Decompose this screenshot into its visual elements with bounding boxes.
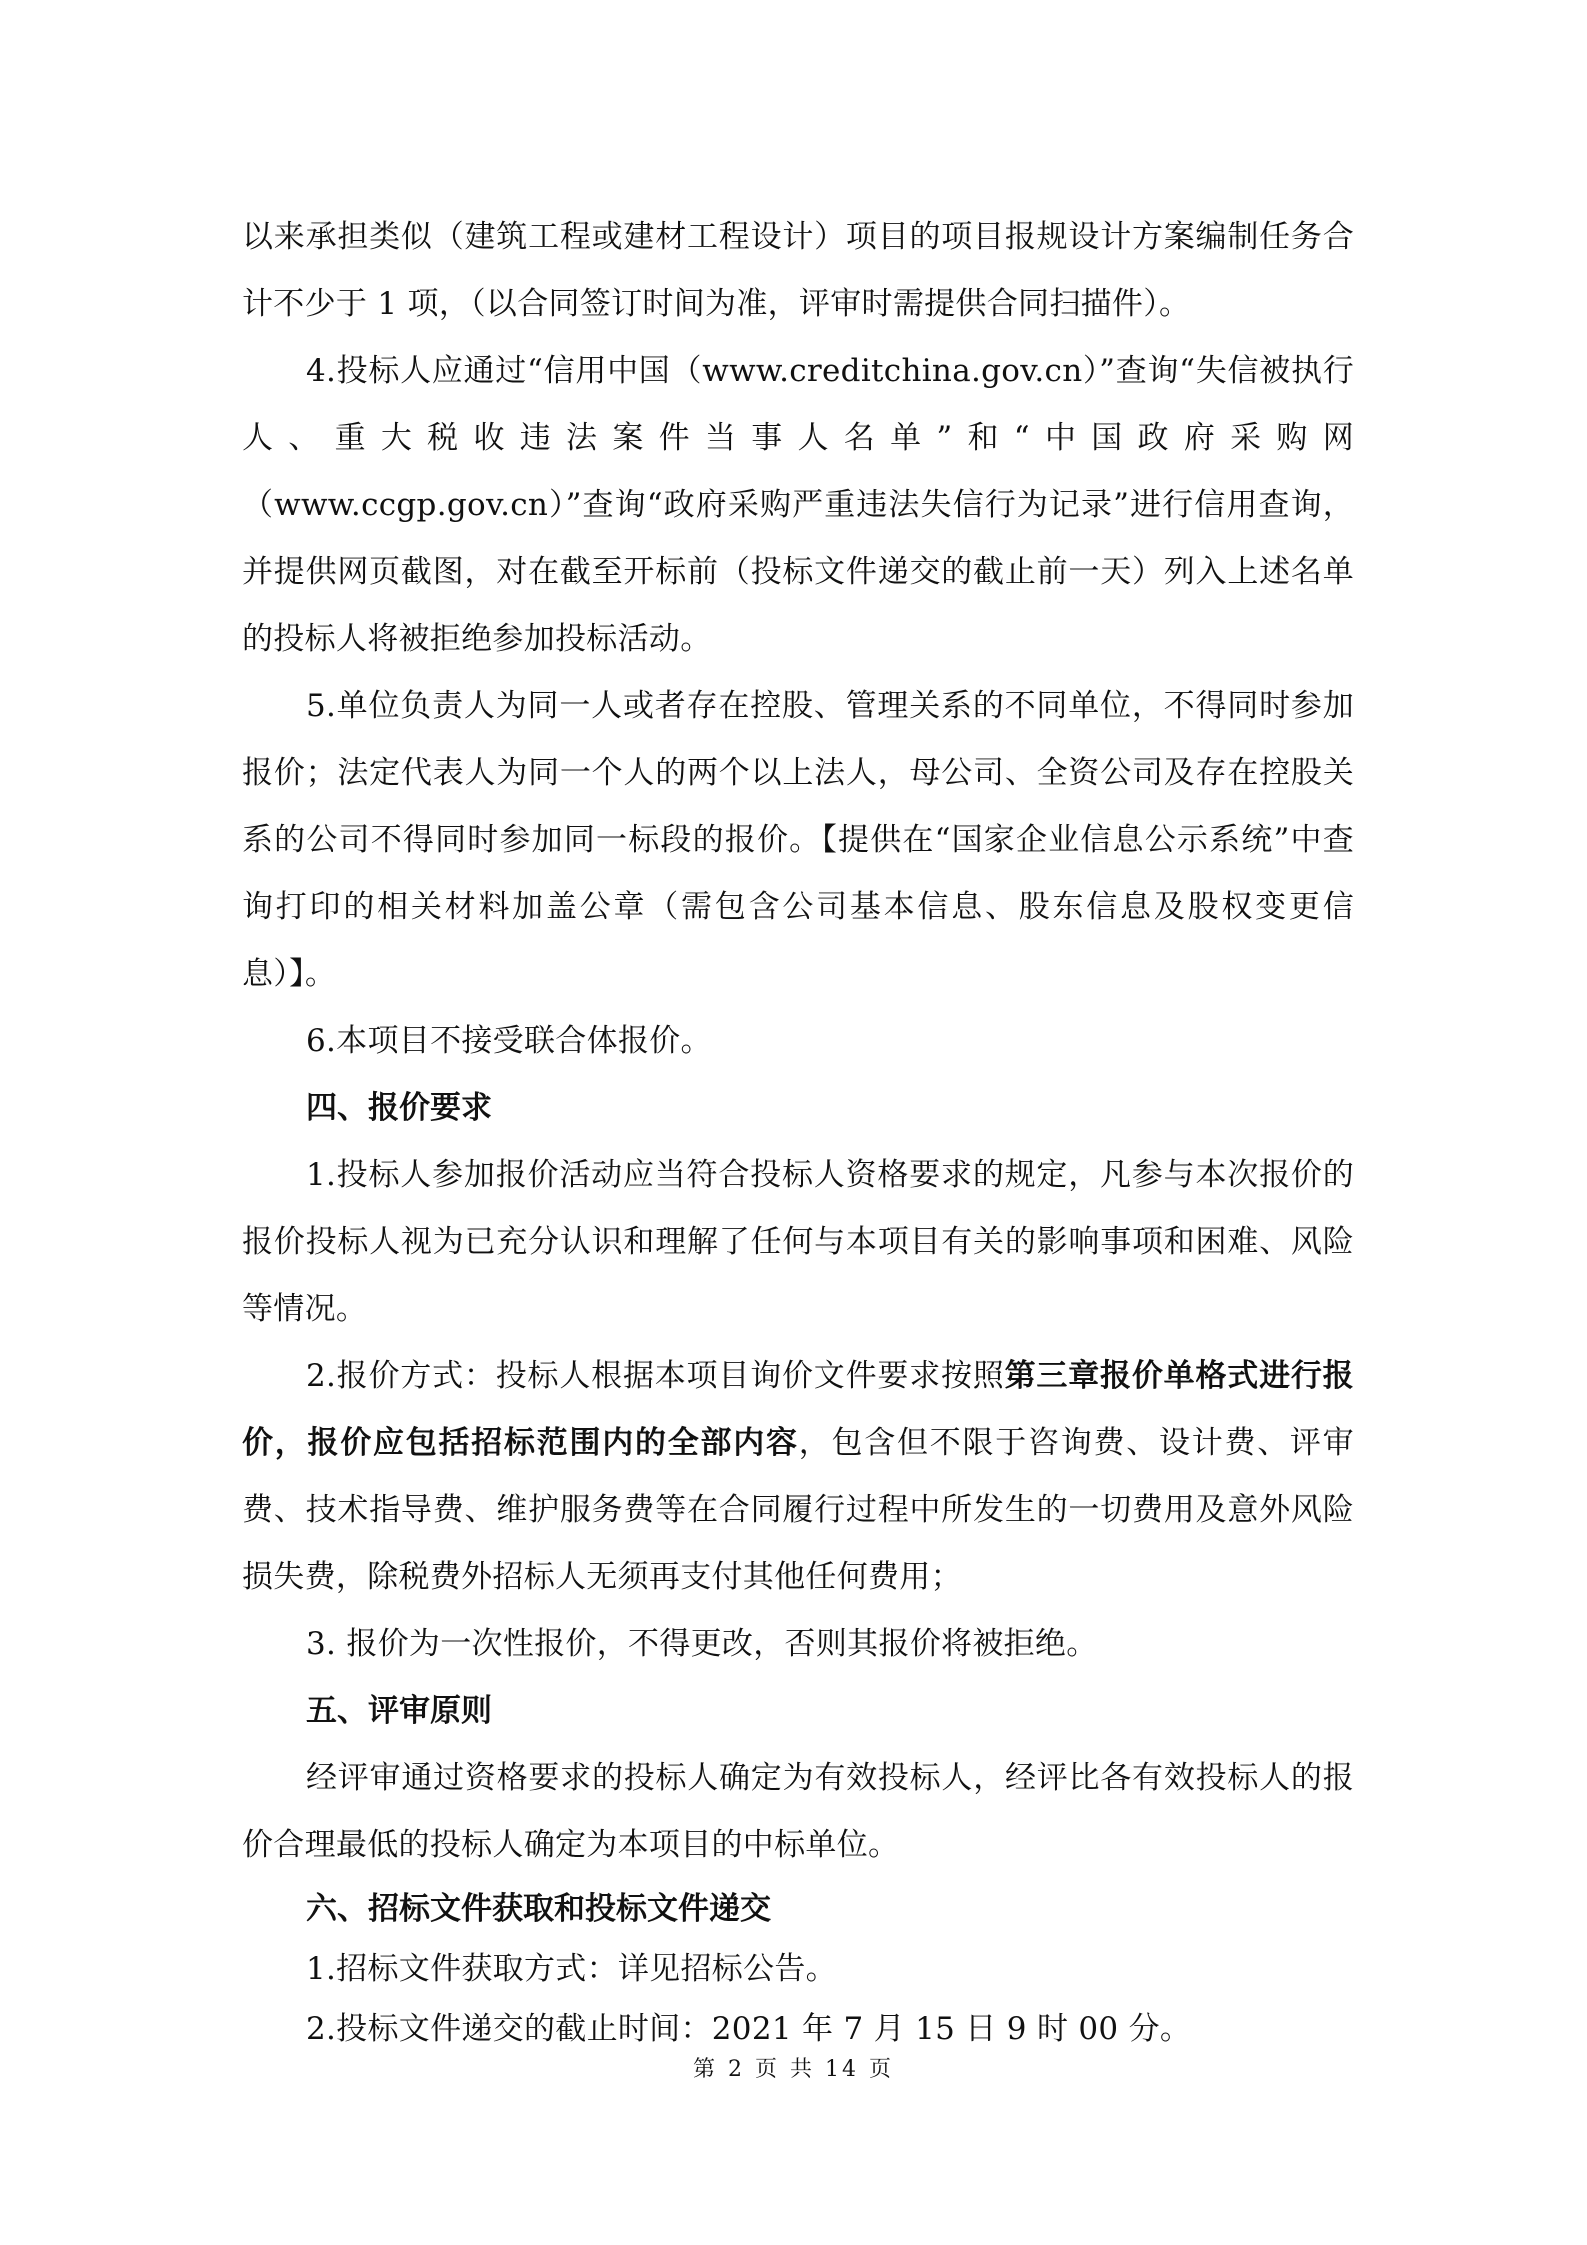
page-number-footer: 第 2 页 共 14 页: [693, 2057, 894, 2082]
quotation-method-emphasis: 第三章报价单格式进行报价，报价应包括招标范围内的全部内容: [242, 1358, 1354, 1461]
paragraph-no-consortium: 6.本项目不接受联合体报价。: [306, 1023, 712, 1059]
section-heading-tender-documents: 六、招标文件获取和投标文件递交: [306, 1891, 771, 1927]
paragraph-quotation-method: [242, 1343, 1354, 1611]
document-body: [242, 204, 1354, 2059]
paragraph-affiliated-units: 5.单位负责人为同一人或者存在控股、管理关系的不同单位，不得同时参加报价；法定代表人为同一个人的两个以上法人，母公司、全资公司及存在控股关系的公司不得同时参加同一标段的报价。【提供在“国家企业信息公示系统”中查询打印的相关材料加盖公章（需包含公司基本信息、股东信息及股权变更信息）】。: [242, 688, 1354, 992]
paragraph-submission-deadline: 2.投标文件递交的截止时间：2021 年 7 月 15 日 9 时 00 分。: [306, 2011, 1192, 2047]
quotation-method-intro: 2.报价方式：投标人根据本项目询价文件要求按照: [306, 1358, 1005, 1394]
section-heading-quotation-requirements: 四、报价要求: [306, 1090, 492, 1126]
quotation-method-details: ，包含但不限于咨询费、设计费、评审费、技术指导费、维护服务费等在合同履行过程中所发生的一切费用及意外风险损失费，除税费外招标人无须再支付其他任何费用；: [242, 1425, 1354, 1595]
paragraph-document-acquisition: 1.招标文件获取方式：详见招标公告。: [306, 1951, 837, 1987]
paragraph-evaluation: 经评审通过资格要求的投标人确定为有效投标人，经评比各有效投标人的报价合理最低的投标人确定为本项目的中标单位。: [242, 1760, 1354, 1863]
paragraph-one-time-quote: 3. 报价为一次性报价，不得更改，否则其报价将被拒绝。: [306, 1626, 1098, 1662]
paragraph-qualification-continued: 以来承担类似（建筑工程或建材工程设计）项目的项目报规设计方案编制任务合计不少于 1 项，（以合同签订时间为准，评审时需提供合同扫描件）。: [242, 219, 1354, 322]
section-heading-evaluation-principle: 五、评审原则: [306, 1693, 492, 1729]
paragraph-credit-check: 4.投标人应通过“信用中国（www.creditchina.gov.cn）”查询“失信被执行人、重大税收违法案件当事人名单”和“中国政府采购网（www.ccgp.gov.cn）”查询“政府采购严重违法失信行为记录”进行信用查询，并提供网页截图，对在截至开标前（投标文件递交的截止前一天）列入上述名单的投标人将被拒绝参加投标活动。: [242, 353, 1354, 657]
paragraph-quotation-qualification: 1.投标人参加报价活动应当符合投标人资格要求的规定，凡参与本次报价的报价投标人视为已充分认识和理解了任何与本项目有关的影响事项和困难、风险等情况。: [242, 1157, 1354, 1327]
